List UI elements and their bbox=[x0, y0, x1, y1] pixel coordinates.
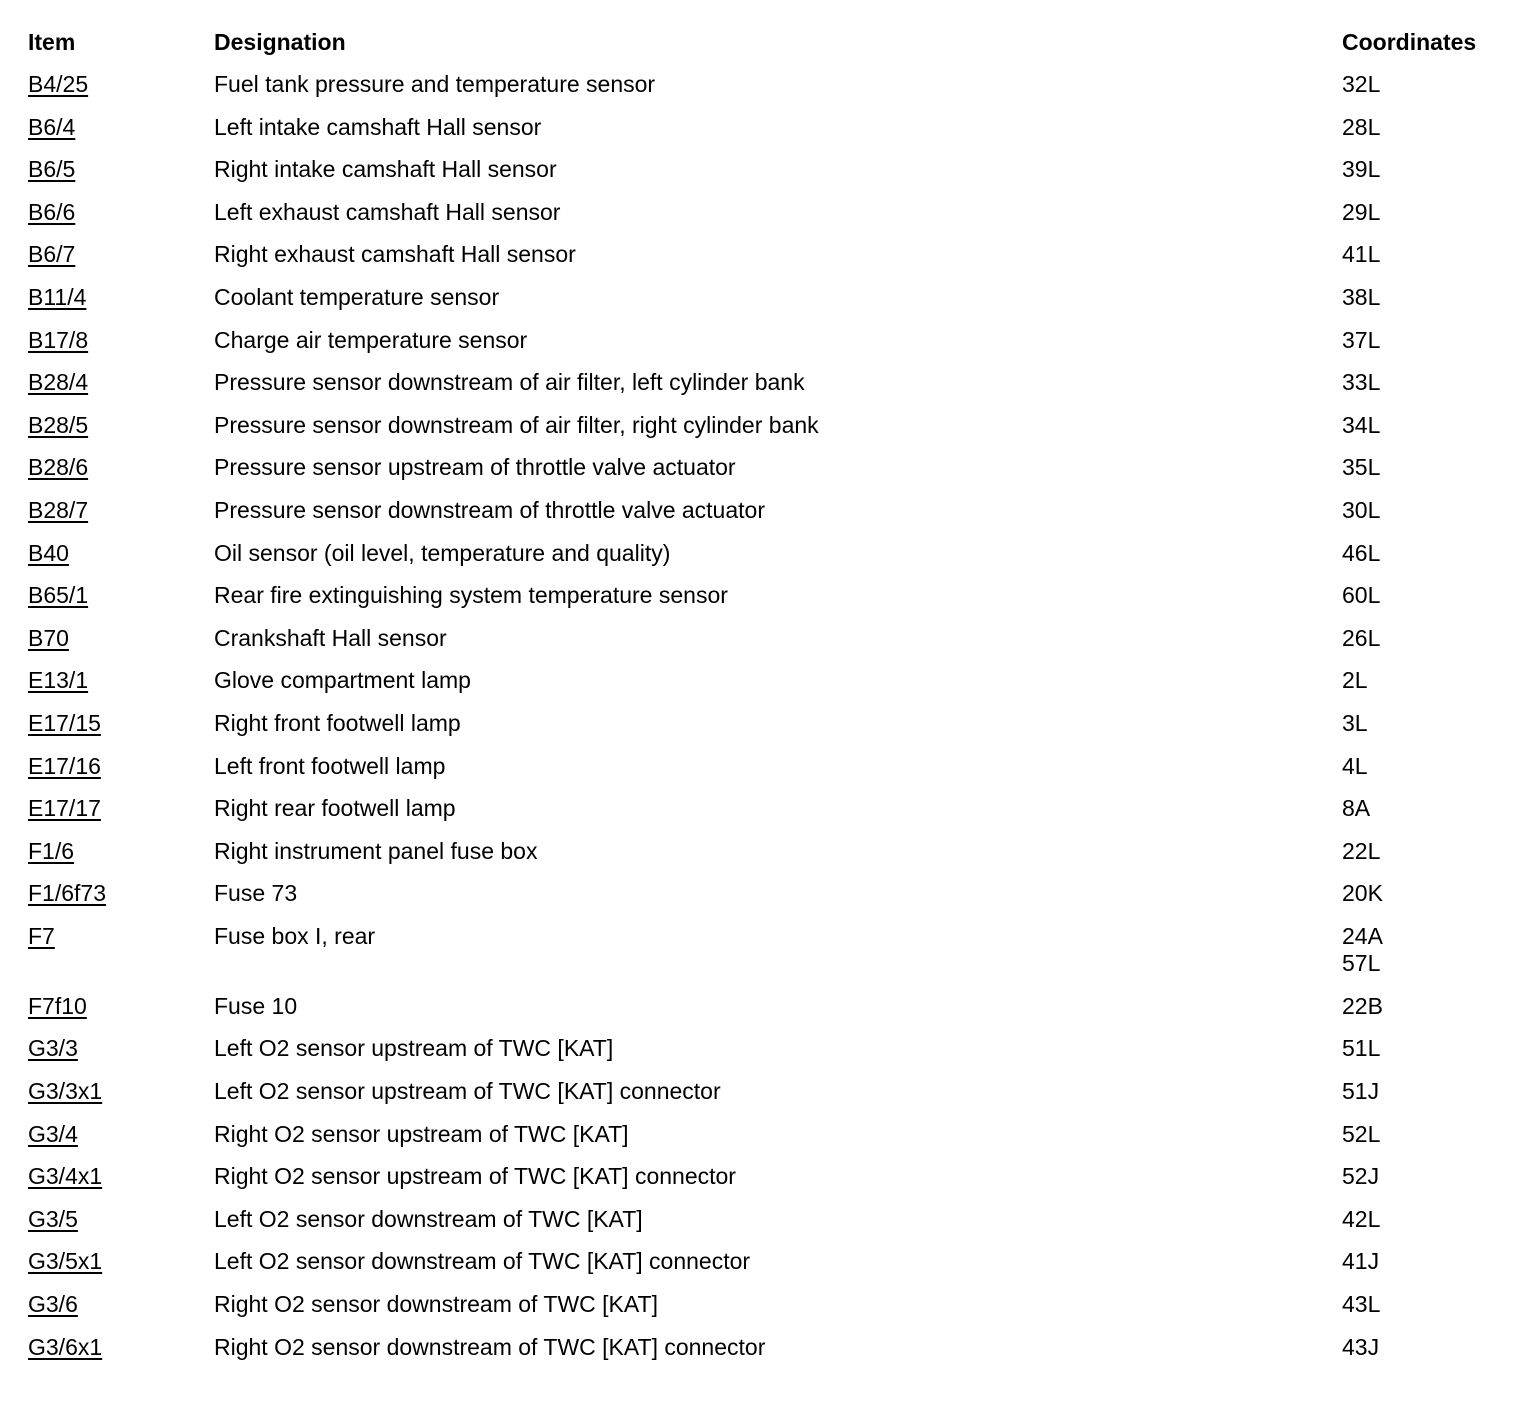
designation-text: Left O2 sensor downstream of TWC [KAT] bbox=[214, 1205, 643, 1232]
designation-text: Fuel tank pressure and temperature sensor bbox=[214, 71, 656, 97]
item-link[interactable]: E17/16 bbox=[28, 752, 101, 779]
coordinate-value: 8A bbox=[1342, 795, 1371, 822]
coordinate-value: 33L bbox=[1342, 369, 1381, 396]
table-row bbox=[0, 1070, 1520, 1113]
table-row bbox=[0, 915, 1520, 985]
item-link[interactable]: F7 bbox=[28, 922, 55, 949]
table-row bbox=[0, 1155, 1520, 1198]
table-row bbox=[0, 233, 1520, 276]
designation-text: Right intake camshaft Hall sensor bbox=[214, 156, 557, 183]
coordinate-value: 60L bbox=[1342, 582, 1381, 609]
table-row bbox=[0, 617, 1520, 660]
coordinate-value: 30L bbox=[1342, 496, 1381, 523]
table-row bbox=[0, 745, 1520, 788]
designation-text: Oil sensor (oil level, temperature and quality) bbox=[214, 539, 671, 566]
table-row bbox=[0, 63, 1520, 106]
item-link[interactable]: G3/3 bbox=[28, 1035, 78, 1062]
coordinate-value: 52J bbox=[1342, 1163, 1380, 1190]
item-link[interactable]: B17/8 bbox=[28, 326, 89, 353]
table-row bbox=[0, 830, 1520, 873]
table-row bbox=[0, 1113, 1520, 1156]
table-row bbox=[0, 1240, 1520, 1283]
designation-text: Rear fire extinguishing system temperature sensor bbox=[214, 582, 728, 609]
table-row bbox=[0, 489, 1520, 532]
coordinate-value: 41J bbox=[1342, 1248, 1380, 1275]
designation-text: Pressure sensor upstream of throttle valve actuator bbox=[214, 454, 736, 481]
coordinate-value: 52L bbox=[1342, 1120, 1381, 1147]
item-link[interactable]: B65/1 bbox=[28, 582, 89, 609]
coordinate-value: 46L bbox=[1342, 539, 1381, 566]
designation-text: Left O2 sensor downstream of TWC [KAT] connector bbox=[214, 1248, 751, 1275]
coordinate-value: 24A bbox=[1342, 922, 1383, 949]
table-row bbox=[0, 702, 1520, 745]
designation-text: Right O2 sensor downstream of TWC [KAT] bbox=[214, 1291, 658, 1318]
designation-text: Left front footwell lamp bbox=[214, 752, 446, 779]
coordinate-value: 42L bbox=[1342, 1205, 1381, 1232]
table-row bbox=[0, 1326, 1520, 1369]
designation-text: Fuse 73 bbox=[214, 880, 298, 907]
table-row bbox=[0, 404, 1520, 447]
table-row bbox=[0, 787, 1520, 830]
coordinate-value: 26L bbox=[1342, 624, 1381, 651]
coordinate-value: 32L bbox=[1342, 71, 1381, 97]
item-link[interactable]: G3/5 bbox=[28, 1205, 78, 1232]
coordinate-value: 41L bbox=[1342, 241, 1381, 268]
designation-text: Crankshaft Hall sensor bbox=[214, 624, 447, 651]
designation-text: Coolant temperature sensor bbox=[214, 283, 500, 310]
table-row bbox=[0, 191, 1520, 234]
designation-text: Right rear footwell lamp bbox=[214, 795, 456, 822]
designation-text: Pressure sensor downstream of air filter, right cylinder bank bbox=[214, 411, 819, 438]
coordinate-value: 57L bbox=[1342, 949, 1381, 976]
item-link[interactable]: G3/4 bbox=[28, 1120, 78, 1147]
coordinate-value: 28L bbox=[1342, 113, 1381, 140]
table-header bbox=[0, 24, 1520, 60]
designation-text: Pressure sensor downstream of air filter, left cylinder bank bbox=[214, 369, 805, 396]
item-link[interactable]: G3/6x1 bbox=[28, 1333, 103, 1360]
coordinate-value: 43L bbox=[1342, 1291, 1381, 1318]
coordinates-column-header: Coordinates bbox=[1342, 29, 1477, 55]
item-link[interactable]: B28/7 bbox=[28, 496, 89, 523]
coordinate-value: 3L bbox=[1342, 709, 1368, 736]
designation-text: Right O2 sensor upstream of TWC [KAT] connector bbox=[214, 1163, 736, 1190]
item-link[interactable]: E17/17 bbox=[28, 795, 101, 822]
table-row bbox=[0, 319, 1520, 362]
table-row bbox=[0, 872, 1520, 915]
item-link[interactable]: F7f10 bbox=[28, 992, 87, 1019]
designation-text: Left O2 sensor upstream of TWC [KAT] bbox=[214, 1035, 614, 1062]
coordinate-value: 43J bbox=[1342, 1333, 1380, 1360]
item-link[interactable]: B40 bbox=[28, 539, 69, 566]
item-link[interactable]: B4/25 bbox=[28, 71, 89, 97]
item-link[interactable]: B6/7 bbox=[28, 241, 76, 268]
item-column-header: Item bbox=[28, 29, 76, 55]
table-row bbox=[0, 1198, 1520, 1241]
item-link[interactable]: F1/6f73 bbox=[28, 880, 106, 907]
designation-text: Fuse box I, rear bbox=[214, 922, 376, 949]
designation-column-header: Designation bbox=[214, 29, 346, 55]
table-body bbox=[0, 63, 1520, 1368]
designation-text: Right front footwell lamp bbox=[214, 709, 461, 736]
table-row bbox=[0, 1283, 1520, 1326]
table-row bbox=[0, 446, 1520, 489]
table-row bbox=[0, 106, 1520, 149]
designation-text: Charge air temperature sensor bbox=[214, 326, 528, 353]
coordinate-value: 29L bbox=[1342, 198, 1381, 225]
designation-text: Glove compartment lamp bbox=[214, 667, 471, 694]
item-link[interactable]: B11/4 bbox=[28, 283, 87, 310]
coordinate-value: 22B bbox=[1342, 992, 1383, 1019]
coordinate-value: 51L bbox=[1342, 1035, 1381, 1062]
item-link[interactable]: B6/6 bbox=[28, 198, 76, 225]
item-link[interactable]: F1/6 bbox=[28, 837, 75, 864]
designation-text: Left O2 sensor upstream of TWC [KAT] connector bbox=[214, 1078, 721, 1105]
item-link[interactable]: B6/5 bbox=[28, 156, 76, 183]
designation-text: Pressure sensor downstream of throttle valve actuator bbox=[214, 496, 765, 523]
item-link[interactable]: B28/5 bbox=[28, 411, 89, 438]
item-link[interactable]: B70 bbox=[28, 624, 69, 651]
designation-text: Right exhaust camshaft Hall sensor bbox=[214, 241, 576, 268]
table-row bbox=[0, 148, 1520, 191]
designation-text: Left exhaust camshaft Hall sensor bbox=[214, 198, 561, 225]
designation-text: Right O2 sensor downstream of TWC [KAT] connector bbox=[214, 1333, 766, 1360]
item-link[interactable]: G3/3x1 bbox=[28, 1078, 103, 1105]
coordinate-value: 4L bbox=[1342, 752, 1368, 779]
coordinate-value: 37L bbox=[1342, 326, 1381, 353]
table-row bbox=[0, 574, 1520, 617]
table-row bbox=[0, 985, 1520, 1028]
item-link[interactable]: B28/4 bbox=[28, 369, 89, 396]
table-row bbox=[0, 532, 1520, 575]
designation-text: Left intake camshaft Hall sensor bbox=[214, 113, 542, 140]
item-link[interactable]: E17/15 bbox=[28, 709, 101, 736]
coordinate-value: 2L bbox=[1342, 667, 1368, 694]
item-link[interactable]: G3/6 bbox=[28, 1291, 78, 1318]
designation-text: Fuse 10 bbox=[214, 992, 298, 1019]
table-row bbox=[0, 361, 1520, 404]
item-link[interactable]: E13/1 bbox=[28, 667, 89, 694]
designation-text: Right O2 sensor upstream of TWC [KAT] bbox=[214, 1120, 629, 1147]
item-link[interactable]: B28/6 bbox=[28, 454, 89, 481]
item-link[interactable]: B6/4 bbox=[28, 113, 76, 140]
item-link[interactable]: G3/4x1 bbox=[28, 1163, 103, 1190]
coordinate-value: 51J bbox=[1342, 1078, 1380, 1105]
coordinate-value: 22L bbox=[1342, 837, 1381, 864]
coordinate-value: 20K bbox=[1342, 880, 1383, 907]
designation-text: Right instrument panel fuse box bbox=[214, 837, 538, 864]
coordinate-value: 39L bbox=[1342, 156, 1381, 183]
item-link[interactable]: G3/5x1 bbox=[28, 1248, 103, 1275]
table-row bbox=[0, 276, 1520, 319]
table-row bbox=[0, 1027, 1520, 1070]
table-row bbox=[0, 659, 1520, 702]
coordinate-value: 38L bbox=[1342, 283, 1381, 310]
coordinate-value: 35L bbox=[1342, 454, 1381, 481]
coordinate-value: 34L bbox=[1342, 411, 1381, 438]
